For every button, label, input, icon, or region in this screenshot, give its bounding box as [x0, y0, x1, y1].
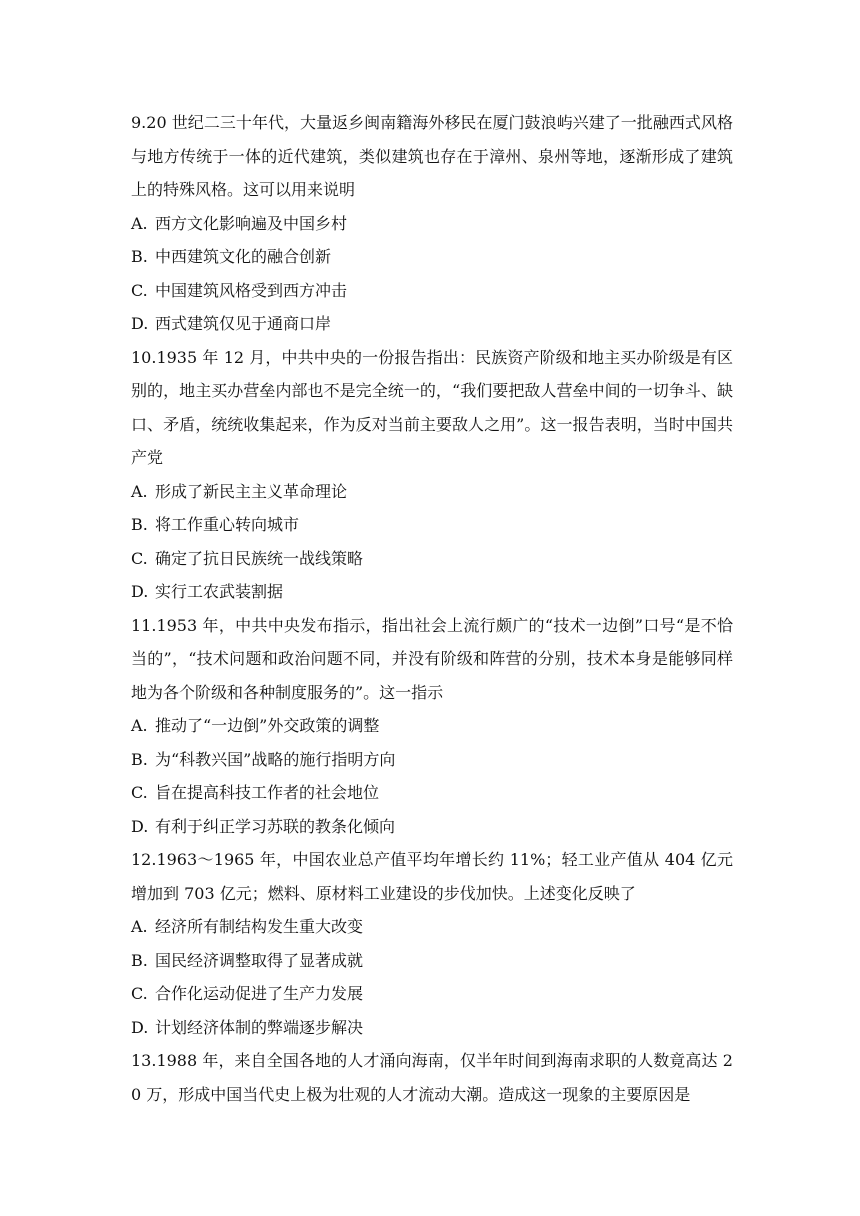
- option-letter: B.: [131, 515, 148, 534]
- exam-page: [131, 106, 733, 1111]
- option-letter: C.: [131, 548, 148, 568]
- option-text: 形成了新民主主义革命理论: [155, 481, 348, 501]
- option-letter: A.: [131, 481, 148, 501]
- option-text: 计划经济体制的弊端逐步解决: [155, 1017, 364, 1037]
- option-d[interactable]: [131, 1011, 733, 1045]
- question-12: [131, 843, 733, 1044]
- option-text: 西式建筑仅见于通商口岸: [155, 314, 332, 333]
- option-d[interactable]: [131, 810, 733, 844]
- question-stem: 10.1935 年 12 月，中共中央的一份报告指出：民族资产阶级和地主买办阶级是有区别的，地主买办营垒内部也不是完全统一的，“我们要把敌人营垒中间的一切争斗、缺口、矛盾，统统收集起来，作为反对当前主要敌人之用”。这一报告表明，当时中国共产党: [131, 347, 733, 467]
- option-list: [131, 709, 733, 843]
- option-c[interactable]: [131, 776, 733, 810]
- option-letter: D.: [131, 582, 149, 601]
- option-b[interactable]: [131, 743, 733, 777]
- option-d[interactable]: [131, 575, 733, 609]
- option-letter: A.: [131, 917, 148, 936]
- option-a[interactable]: [131, 475, 733, 509]
- option-letter: B.: [131, 749, 148, 769]
- option-list: [131, 207, 733, 341]
- question-10: [131, 341, 733, 609]
- option-text: 确定了抗日民族统一战线策略: [155, 548, 364, 568]
- option-letter: D.: [131, 314, 149, 333]
- option-b[interactable]: [131, 240, 733, 274]
- option-text: 中国建筑风格受到西方冲击: [155, 280, 348, 300]
- option-letter: A.: [131, 716, 148, 735]
- question-13: [131, 1044, 733, 1111]
- option-c[interactable]: [131, 274, 733, 308]
- option-text: 有利于纠正学习苏联的教条化倾向: [155, 816, 396, 836]
- option-text: 为“科教兴国”战略的施行指明方向: [155, 749, 396, 769]
- question-stem: 11.1953 年，中共中央发布指示，指出社会上流行颇广的“技术一边倒”口号“是不恰当的”，“技术问题和政治问题不同，并没有阶级和阵营的分别，技术本身是能够同样地为各个阶级和各种制度服务的”。这一指示: [131, 615, 733, 702]
- option-text: 国民经济调整取得了显著成就: [155, 950, 364, 970]
- option-letter: D.: [131, 1017, 149, 1037]
- option-text: 旨在提高科技工作者的社会地位: [155, 783, 380, 802]
- option-text: 中西建筑文化的融合创新: [155, 247, 332, 266]
- option-b[interactable]: [131, 508, 733, 542]
- option-a[interactable]: [131, 709, 733, 743]
- question-stem: 9.20 世纪二三十年代，大量返乡闽南籍海外移民在厦门鼓浪屿兴建了一批融西式风格与地方传统于一体的近代建筑，类似建筑也存在于漳州、泉州等地，逐渐形成了建筑上的特殊风格。这可以用来说明: [131, 113, 733, 199]
- option-a[interactable]: [131, 207, 733, 241]
- option-letter: A.: [131, 213, 148, 233]
- option-text: 推动了“一边倒”外交政策的调整: [155, 716, 380, 735]
- option-list: [131, 475, 733, 609]
- question-11: [131, 609, 733, 844]
- question-stem: 12.1963～1965 年，中国农业总产值平均年增长约 11%；轻工业产值从 404 亿元增加到 703 亿元；燃料、原材料工业建设的步伐加快。上述变化反映了: [131, 850, 733, 903]
- option-letter: B.: [131, 950, 148, 970]
- option-letter: C.: [131, 783, 148, 802]
- option-letter: C.: [131, 280, 148, 300]
- option-a[interactable]: [131, 910, 733, 944]
- option-text: 将工作重心转向城市: [155, 515, 300, 534]
- option-letter: B.: [131, 247, 148, 266]
- option-text: 经济所有制结构发生重大改变: [155, 917, 364, 936]
- option-c[interactable]: [131, 542, 733, 576]
- option-d[interactable]: [131, 307, 733, 341]
- option-letter: C.: [131, 984, 148, 1003]
- option-letter: D.: [131, 816, 149, 836]
- option-text: 合作化运动促进了生产力发展: [155, 984, 364, 1003]
- question-9: [131, 106, 733, 341]
- option-b[interactable]: [131, 944, 733, 978]
- option-c[interactable]: [131, 977, 733, 1011]
- option-text: 西方文化影响遍及中国乡村: [155, 213, 348, 233]
- option-text: 实行工农武装割据: [155, 582, 284, 601]
- option-list: [131, 910, 733, 1044]
- question-stem: 13.1988 年，来自全国各地的人才涌向海南，仅半年时间到海南求职的人数竟高达 20 万，形成中国当代史上极为壮观的人才流动大潮。造成这一现象的主要原因是: [131, 1051, 733, 1104]
